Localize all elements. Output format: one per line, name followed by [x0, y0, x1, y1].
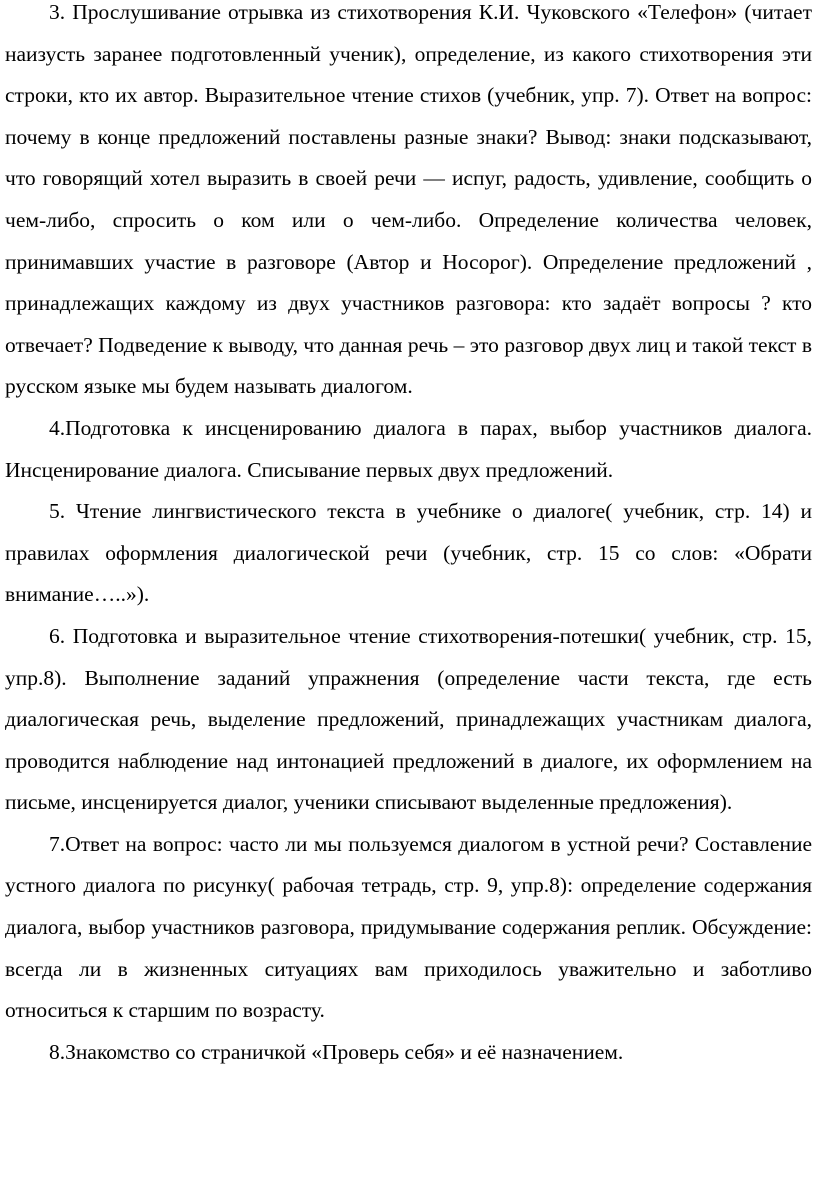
paragraph-8-check-yourself: 8.Знакомство со страничкой «Проверь себя» и её назначением. [49, 1039, 624, 1064]
paragraph-7-question: 7.Ответ на вопрос: часто ли мы пользуемся диалогом в устной речи? Составление устного диалога по рисунку( рабочая тетрадь, стр. 9, упр.8): определение содержания диалога, выбор участников разговора, придумывание содержания реплик. Обсуждение: всегда ли в жизненных ситуациях вам приходилось уважительно и заботливо относиться к старшим по возрасту. [5, 831, 812, 1023]
paragraph-6-poem: 6. Подготовка и выразительное чтение стихотворения-потешки( учебник, стр. 15, упр.8). Выполнение заданий упражнения (определение части текста, где есть диалогическая речь, выделение предложений, принадлежащих участникам диалога, проводится наблюдение над интонацией предложений в диалоге, их оформлением на письме, инсценируется диалог, ученики списывают выделенные предложения). [5, 623, 812, 815]
document-page [5, 0, 812, 1073]
paragraph-4-staging: 4.Подготовка к инсценированию диалога в парах, выбор участников диалога. Инсценирование диалога. Списывание первых двух предложений. [5, 415, 812, 482]
paragraph-3-listening: 3. Прослушивание отрывка из стихотворения К.И. Чуковского «Телефон» (читает наизусть заранее подготовленный ученик), определение, из какого стихотворения эти строки, кто их автор. Выразительное чтение стихов (учебник, упр. 7). Ответ на вопрос: почему в конце предложений поставлены разные знаки? Вывод: знаки подсказывают, что говорящий хотел выразить в своей речи — испуг, радость, удивление, сообщить о чем-либо, спросить о ком или о чем-либо. Определение количества человек, принимавших участие в разговоре (Автор и Носорог). Определение предложений , принадлежащих каждому из двух участников разговора: кто задаёт вопросы ? кто отвечает? Подведение к выводу, что данная речь – это разговор двух лиц и такой текст в русском языке мы будем называть диалогом. [5, 0, 812, 399]
paragraph-5-reading: 5. Чтение лингвистического текста в учебнике о диалоге( учебник, стр. 14) и правилах оформления диалогической речи (учебник, стр. 15 со слов: «Обрати внимание…..»). [5, 499, 812, 607]
